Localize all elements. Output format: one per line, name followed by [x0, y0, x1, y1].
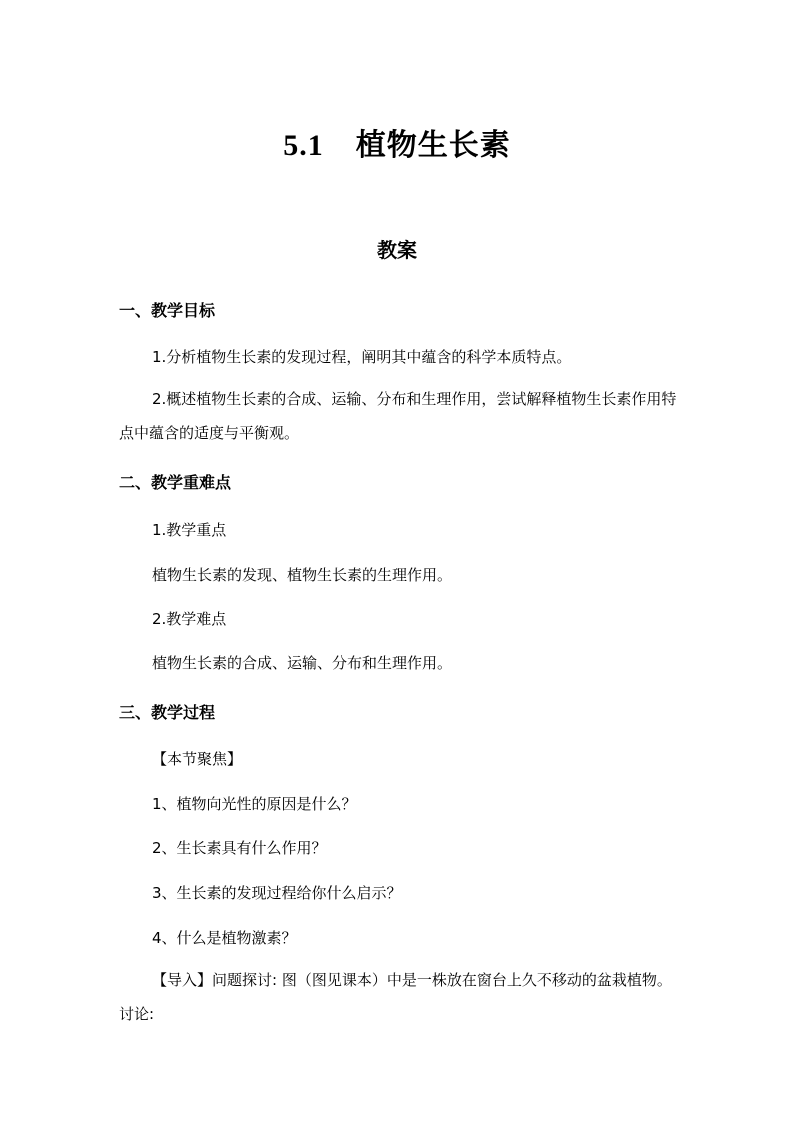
paragraph: 2.概述植物生长素的合成、运输、分布和生理作用，尝试解释植物生长素作用特点中蕴含的适度与平衡观。: [119, 390, 677, 442]
paragraph: 2.教学难点: [152, 610, 227, 628]
page-title: [0, 120, 794, 164]
section-heading-process: 三、教学过程: [119, 703, 216, 722]
paragraph: 植物生长素的合成、运输、分布和生理作用。: [152, 654, 453, 672]
section-heading-key-points: 二、教学重难点: [119, 473, 232, 492]
paragraph: 1.教学重点: [152, 521, 227, 539]
list-item: 1、植物向光性的原因是什么？: [152, 795, 357, 813]
title-number: 5.1: [283, 129, 324, 162]
section-heading-objectives: 一、教学目标: [119, 301, 216, 320]
paragraph: 【本节聚焦】: [152, 750, 243, 768]
paragraph: 【导入】问题探讨: 图（图见课本）中是一株放在窗台上久不移动的盆栽植物。讨论:: [119, 971, 672, 1023]
list-item: 3、生长素的发现过程给你什么启示？: [152, 884, 402, 902]
list-item: 4、什么是植物激素？: [152, 929, 297, 947]
paragraph: 1.分析植物生长素的发现过程，阐明其中蕴含的科学本质特点。: [152, 348, 572, 366]
page-subtitle: 教案: [377, 238, 417, 262]
paragraph: 植物生长素的发现、植物生长素的生理作用。: [152, 566, 453, 584]
list-item: 2、生长素具有什么作用？: [152, 839, 327, 857]
title-text: 植物生长素: [355, 128, 511, 163]
